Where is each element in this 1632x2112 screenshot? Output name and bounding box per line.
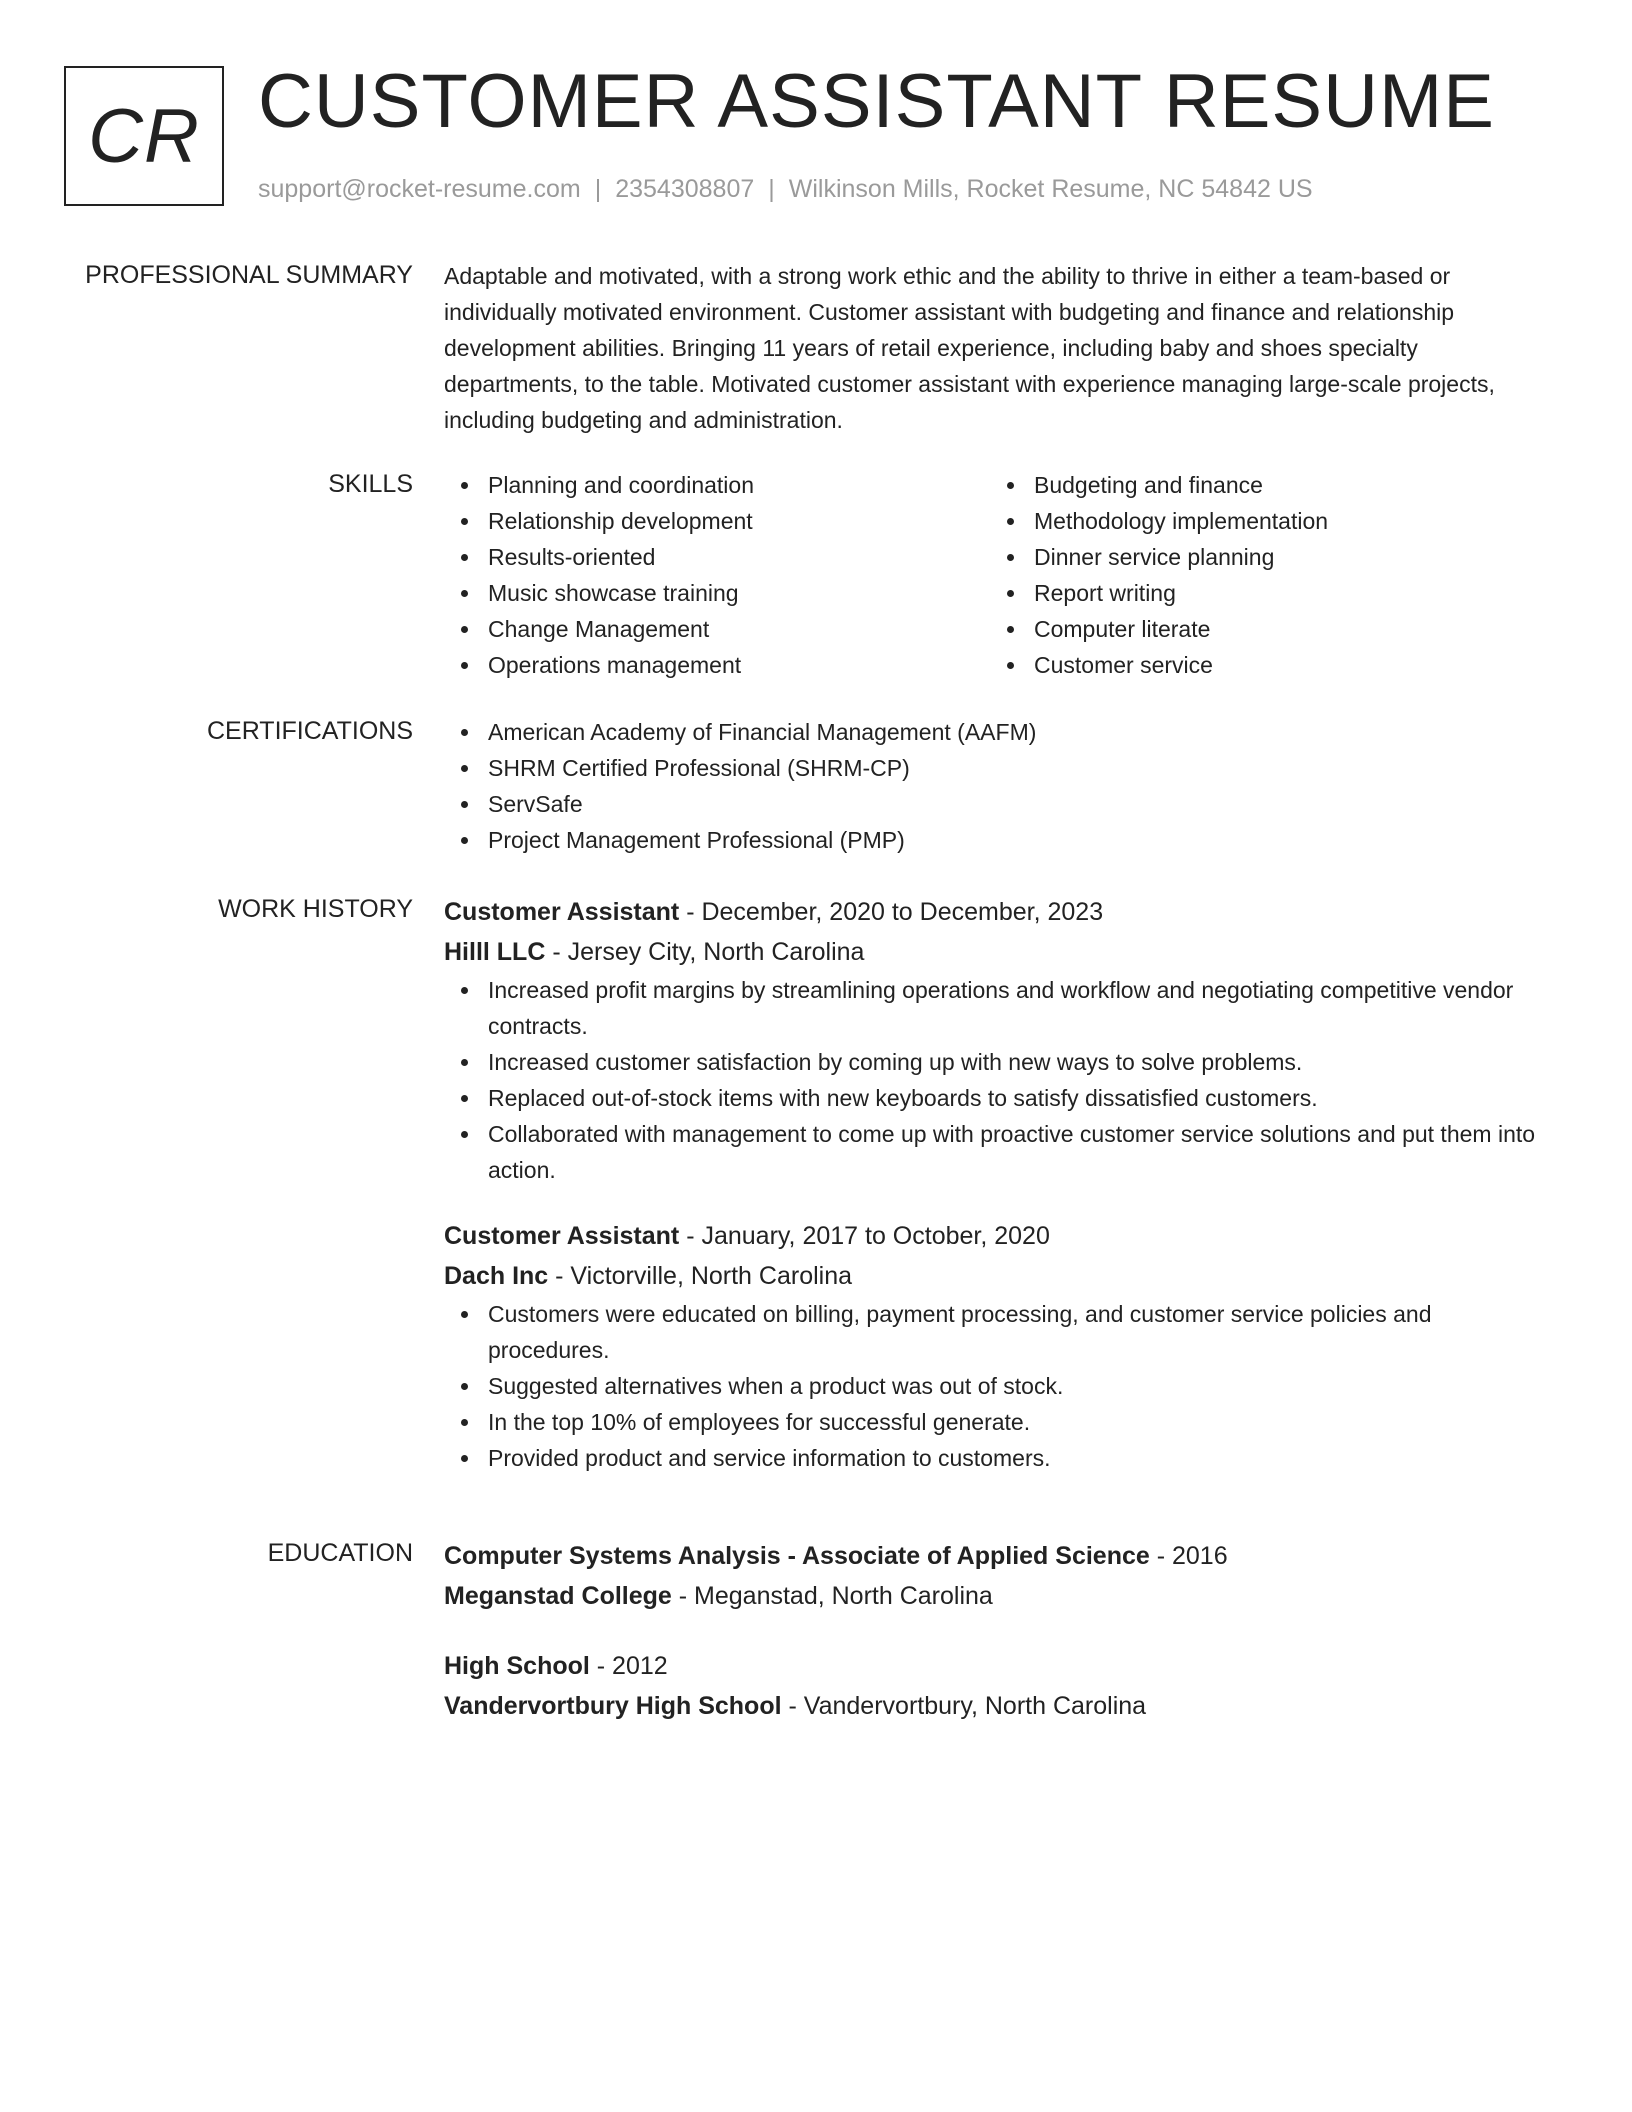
skills-grid	[444, 467, 1546, 683]
job-bullets	[444, 972, 1546, 1188]
job-company: Dach Inc	[444, 1262, 549, 1290]
summary-text: Adaptable and motivated, with a strong work ethic and the ability to thrive in either a team-based or individually motivated environment. Customer assistant with budgeting and finance and relationship development abilities. Bringing 11 years of retail experience, including baby and shoes specialty departments, to the table. Motivated customer assistant with experience managing large-scale projects, including budgeting and administration.	[444, 263, 1495, 433]
skill-item: Results-oriented	[444, 539, 990, 575]
education-entry	[444, 1536, 1546, 1616]
job-bullet: Provided product and service information to customers.	[444, 1440, 1546, 1476]
job-dates: - December, 2020 to December, 2023	[679, 898, 1104, 926]
education-degree-line	[444, 1536, 1546, 1576]
education-year: - 2012	[589, 1652, 668, 1680]
resume-title: CUSTOMER ASSISTANT RESUME	[258, 59, 1495, 144]
education-body	[444, 1536, 1546, 1726]
job-bullets	[444, 1296, 1546, 1476]
section-label-education: EDUCATION	[267, 1539, 413, 1567]
education-location: - Vandervortbury, North Carolina	[781, 1692, 1147, 1720]
skill-item: Change Management	[444, 611, 990, 647]
job-title: Customer Assistant	[444, 898, 680, 926]
job-title-line	[444, 892, 1546, 932]
job-bullet: Increased customer satisfaction by coming up with new ways to solve problems.	[444, 1044, 1546, 1080]
skills-body	[444, 467, 1546, 683]
certification-item: American Academy of Financial Management (AAFM)	[444, 714, 1546, 750]
education-degree: High School	[444, 1652, 590, 1680]
job-company-line	[444, 1256, 1546, 1296]
contact-address: Wilkinson Mills, Rocket Resume, NC 54842 US	[788, 175, 1313, 203]
certifications-list	[444, 714, 1546, 858]
skill-item: Methodology implementation	[990, 503, 1536, 539]
education-school-line	[444, 1686, 1546, 1726]
monogram-logo	[64, 66, 224, 206]
education-school-line	[444, 1576, 1546, 1616]
skill-item: Customer service	[990, 647, 1536, 683]
skill-item: Dinner service planning	[990, 539, 1536, 575]
education-entry	[444, 1646, 1546, 1726]
skill-item: Budgeting and finance	[990, 467, 1536, 503]
job-entry	[444, 1216, 1546, 1476]
job-location: - Jersey City, North Carolina	[545, 938, 865, 966]
job-title: Customer Assistant	[444, 1222, 680, 1250]
job-title-line	[444, 1216, 1546, 1256]
skills-list-right	[990, 467, 1536, 683]
education-year: - 2016	[1149, 1542, 1228, 1570]
education-school: Vandervortbury High School	[444, 1692, 782, 1720]
education-location: - Meganstad, North Carolina	[671, 1582, 993, 1610]
job-bullet: Replaced out-of-stock items with new keyboards to satisfy dissatisfied customers.	[444, 1080, 1546, 1116]
job-bullet: In the top 10% of employees for successful generate.	[444, 1404, 1546, 1440]
job-company-line	[444, 932, 1546, 972]
work-history-body	[444, 892, 1546, 1476]
skill-item: Relationship development	[444, 503, 990, 539]
certification-item: ServSafe	[444, 786, 1546, 822]
section-label-skills: SKILLS	[328, 470, 413, 498]
contact-phone[interactable]: 2354308807	[615, 175, 755, 203]
contact-separator: |	[768, 175, 775, 203]
job-company: Hilll LLC	[444, 938, 546, 966]
education-school: Meganstad College	[444, 1582, 672, 1610]
job-location: - Victorville, North Carolina	[548, 1262, 853, 1290]
skill-item: Report writing	[990, 575, 1536, 611]
skill-item: Operations management	[444, 647, 990, 683]
education-degree-line	[444, 1646, 1546, 1686]
job-bullet: Increased profit margins by streamlining operations and workflow and negotiating competitive vendor contracts.	[444, 972, 1546, 1044]
summary-body	[444, 258, 1546, 438]
contact-email[interactable]: support@rocket-resume.com	[258, 175, 581, 203]
monogram-text: CR	[88, 93, 200, 179]
job-entry	[444, 892, 1546, 1188]
certification-item: SHRM Certified Professional (SHRM-CP)	[444, 750, 1546, 786]
skill-item: Planning and coordination	[444, 467, 990, 503]
certifications-body	[444, 714, 1546, 858]
skills-list-left	[444, 467, 990, 683]
section-label-summary: PROFESSIONAL SUMMARY	[85, 261, 413, 289]
job-bullet: Customers were educated on billing, payment processing, and customer service policies and procedures.	[444, 1296, 1546, 1368]
section-label-certifications: CERTIFICATIONS	[206, 717, 413, 745]
education-degree: Computer Systems Analysis - Associate of Applied Science	[444, 1542, 1150, 1570]
job-bullet: Suggested alternatives when a product was out of stock.	[444, 1368, 1546, 1404]
job-dates: - January, 2017 to October, 2020	[679, 1222, 1050, 1250]
skill-item: Computer literate	[990, 611, 1536, 647]
section-label-work-history: WORK HISTORY	[218, 895, 413, 923]
contact-separator: |	[594, 175, 602, 203]
contact-line	[258, 172, 1313, 206]
certification-item: Project Management Professional (PMP)	[444, 822, 1546, 858]
skill-item: Music showcase training	[444, 575, 990, 611]
job-bullet: Collaborated with management to come up with proactive customer service solutions and put them into action.	[444, 1116, 1546, 1188]
